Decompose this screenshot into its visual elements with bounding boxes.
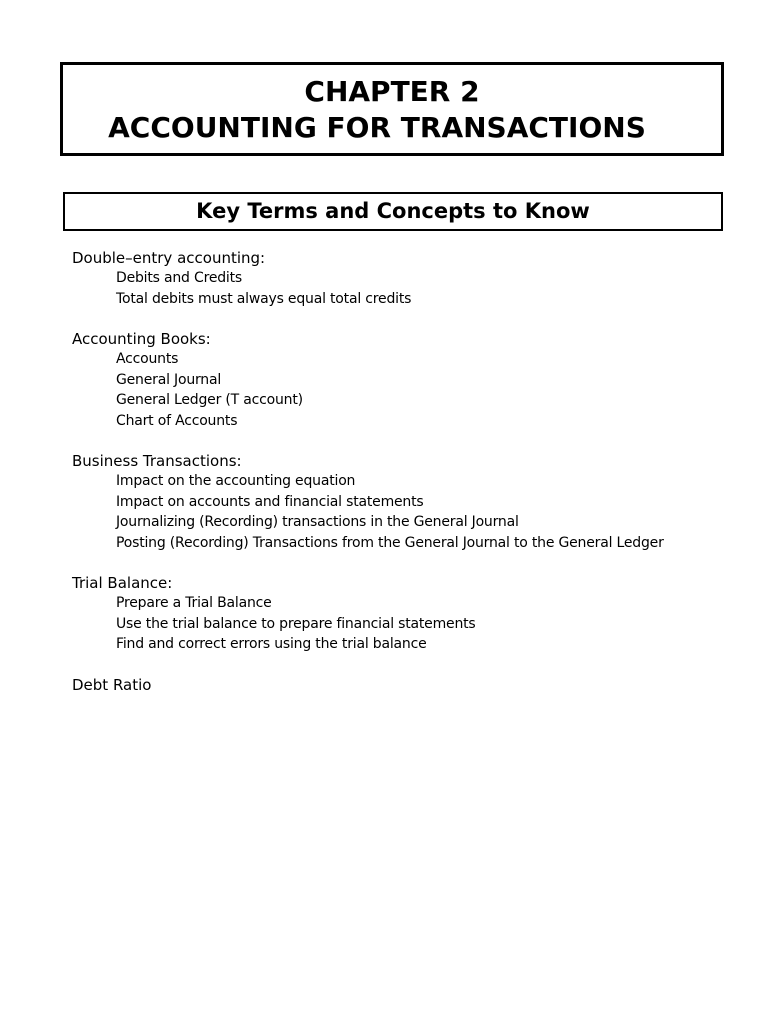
list-item: Impact on accounts and financial statements [116,493,424,510]
list-item: General Ledger (T account) [116,392,303,408]
section-debt-ratio [72,675,732,695]
chapter-title-box [60,62,724,156]
list-item: Debits and Credits [116,270,242,286]
section-trial-balance [72,573,732,655]
list-item: Chart of Accounts [116,412,238,429]
key-terms-list [72,248,732,715]
list-item: General Journal [116,371,222,388]
key-terms-heading: Key Terms and Concepts to Know [63,192,723,231]
section-accounting-books [72,329,732,431]
list-item: Posting (Recording) Transactions from the General Journal to the General Ledger [116,534,664,551]
section-heading: Accounting Books: [72,330,211,348]
list-item: Impact on the accounting equation [116,473,356,489]
list-item: Prepare a Trial Balance [116,595,272,611]
section-heading: Double–entry accounting: [72,249,266,267]
list-item: Accounts [116,351,179,367]
section-double-entry [72,248,732,309]
section-heading: Debt Ratio [72,675,152,694]
list-item: Journalizing (Recording) transactions in the General Journal [116,514,519,530]
list-item: Total debits must always equal total credits [116,290,412,307]
chapter-number: CHAPTER 2 [304,75,480,108]
section-heading: Trial Balance: [72,574,173,592]
chapter-title: ACCOUNTING FOR TRANSACTIONS [108,111,646,144]
section-heading: Business Transactions: [72,452,242,470]
list-item: Find and correct errors using the trial balance [116,636,427,652]
section-business-transactions [72,451,732,553]
list-item: Use the trial balance to prepare financial statements [116,615,476,632]
